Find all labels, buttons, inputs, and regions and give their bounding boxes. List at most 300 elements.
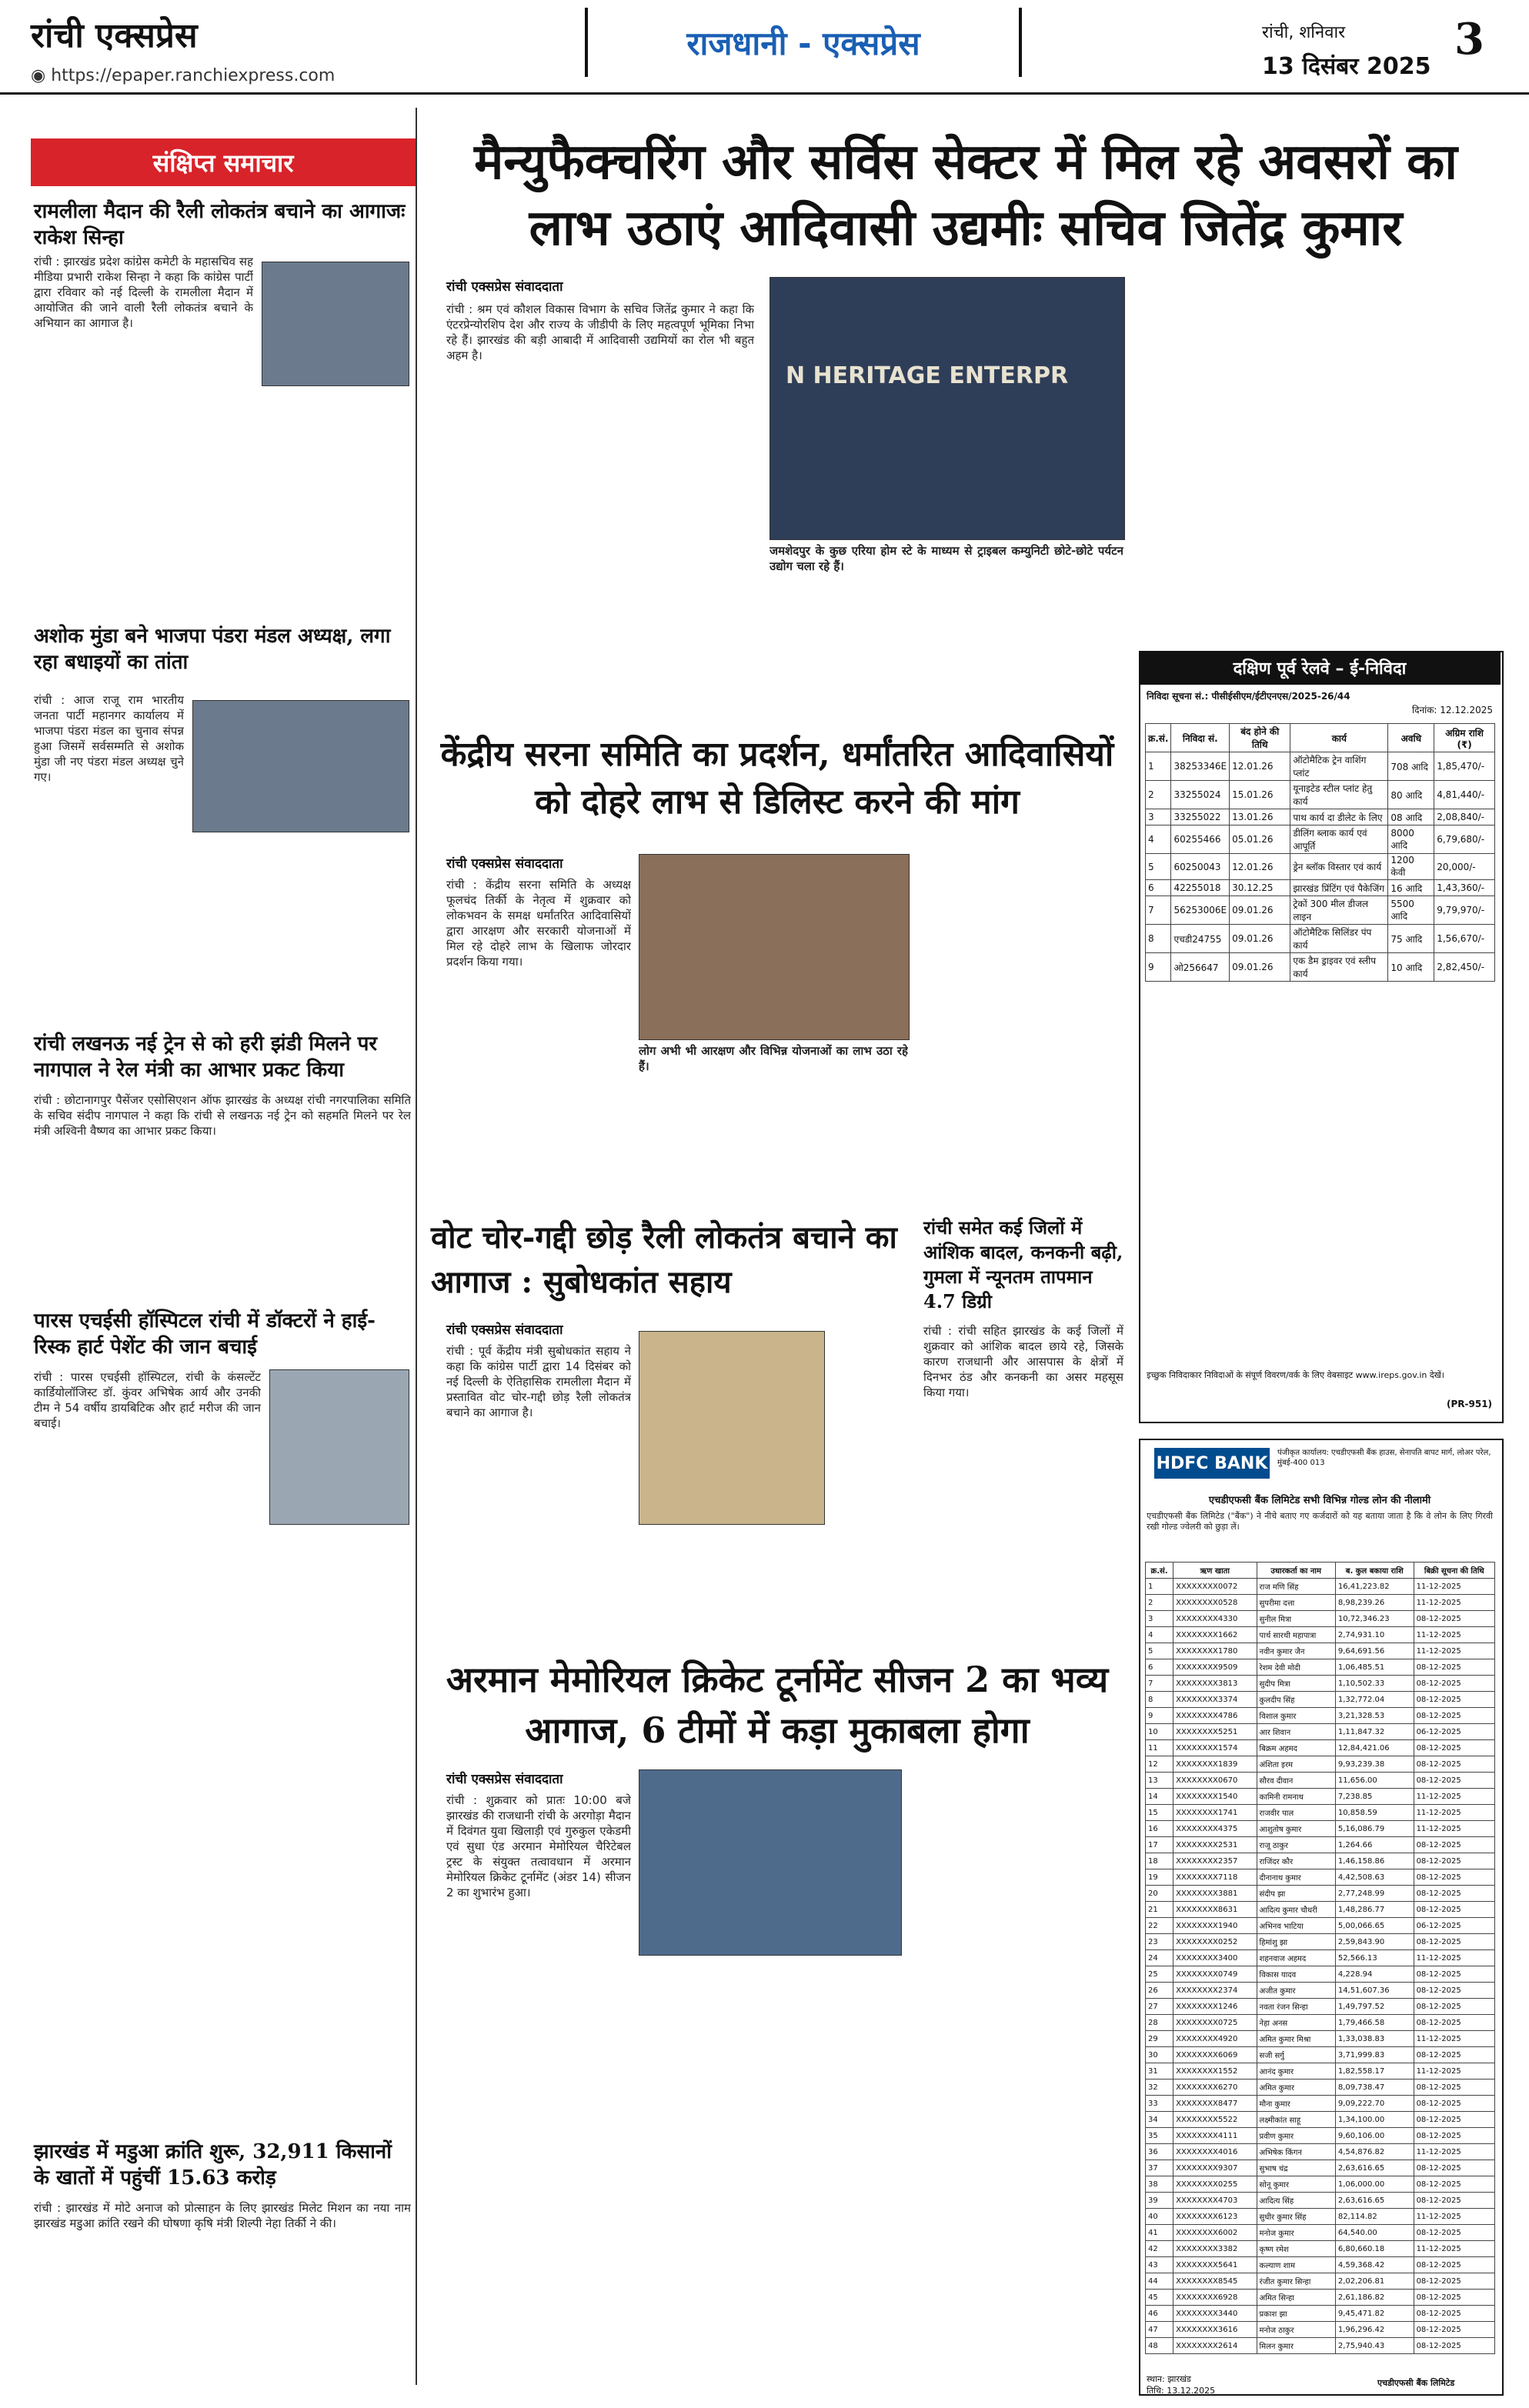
- hdfc-table-cell: सुधीर कुमार सिंह: [1257, 2209, 1335, 2225]
- cricket-body: रांची : शुक्रवार को प्रातः 10:00 बजे झारखंड की राजधानी रांची के अरगोड़ा मैदान में दिवंगत युवा खिलाड़ी एवं गुरुकुल एकेडमी एवं सुधा एंड अरमान मेमोरियल चैरिटेबल ट्रस्ट के संयुक्त तत्वावधान में अरमान मेमोरियल क्रिकेट टूर्नामेंट (अंडर 14) सीजन 2 का शुभारंभ हुआ।: [446, 1793, 631, 1899]
- hdfc-table-cell: 2,75,940.43: [1335, 2338, 1414, 2354]
- hdfc-table-cell: कल्याण शाम: [1257, 2257, 1335, 2273]
- hdfc-table-cell: XXXXXXXX4786: [1173, 1708, 1257, 1724]
- hdfc-table-cell: 9,09,222.70: [1335, 2096, 1414, 2112]
- hdfc-table-cell: 8,09,738.47: [1335, 2079, 1414, 2096]
- hdfc-table-cell: 1,06,000.00: [1335, 2176, 1414, 2193]
- hdfc-address: पंजीकृत कार्यालय: एचडीएफसी बैंक हाउस, सेनापति बापट मार्ग, लोअर परेल, मुंबई-400 013: [1277, 1449, 1491, 1467]
- hdfc-table-cell: 43: [1146, 2257, 1173, 2273]
- hdfc-table-cell: XXXXXXXX6002: [1173, 2225, 1257, 2241]
- hdfc-table-cell: कृष्ण रमेश: [1257, 2241, 1335, 2257]
- brief-story-2-title: अशोक मुंडा बने भाजपा पंडरा मंडल अध्यक्ष, लगा रहा बधाइयों का तांता: [34, 625, 391, 674]
- epaper-url-text: https://epaper.ranchiexpress.com: [51, 66, 336, 85]
- hdfc-table-cell: XXXXXXXX5251: [1173, 1724, 1257, 1740]
- hdfc-table-cell: 08-12-2025: [1414, 1902, 1494, 1918]
- hdfc-table-cell: XXXXXXXX2374: [1173, 1983, 1257, 1999]
- hdfc-table-cell: 08-12-2025: [1414, 2338, 1494, 2354]
- hdfc-table-cell: 1,11,847.32: [1335, 1724, 1414, 1740]
- hdfc-table-cell: 1,34,100.00: [1335, 2112, 1414, 2128]
- hdfc-table-cell: 11-12-2025: [1414, 1627, 1494, 1643]
- hdfc-table-cell: बिक्रम अहमद: [1257, 1740, 1335, 1756]
- hdfc-table-cell: राजवीर पाल: [1257, 1805, 1335, 1821]
- tender-table-row: [1146, 953, 1495, 982]
- hdfc-table-header-cell: ऋण खाता: [1173, 1563, 1257, 1579]
- hdfc-table-cell: नवीन कुमार जैन: [1257, 1643, 1335, 1659]
- hdfc-table-cell: राज मणि सिंह: [1257, 1579, 1335, 1595]
- hdfc-table-cell: XXXXXXXX2357: [1173, 1853, 1257, 1869]
- hdfc-table-cell: 14,51,607.36: [1335, 1983, 1414, 1999]
- hdfc-table-cell: 16: [1146, 1821, 1173, 1837]
- weather-headline: रांची समेत कई जिलों में आंशिक बादल, कनकनी बढ़ी, गुमला में न्यूनतम तापमान 4.7 डिग्री: [923, 1216, 1123, 1312]
- hdfc-table-cell: सौरव दीवान: [1257, 1773, 1335, 1789]
- hdfc-table-cell: अमित कुमार मिश्रा: [1257, 2031, 1335, 2047]
- hdfc-table-row: [1146, 2193, 1495, 2209]
- hdfc-table-cell: 4: [1146, 1627, 1173, 1643]
- hdfc-table-cell: 33: [1146, 2096, 1173, 2112]
- hdfc-table-row: [1146, 1692, 1495, 1708]
- hdfc-table-cell: 13: [1146, 1773, 1173, 1789]
- hdfc-table-cell: 08-12-2025: [1414, 2322, 1494, 2338]
- tender-table-cell: 2,08,840/-: [1434, 809, 1495, 825]
- tender-table-cell: 1: [1146, 752, 1171, 781]
- hdfc-table-cell: मौना कुमार: [1257, 2096, 1335, 2112]
- section-title: राजधानी - एक्सप्रेस: [585, 8, 1022, 77]
- lead-body: रांची : श्रम एवं कौशल विकास विभाग के सचिव जितेंद्र कुमार ने कहा कि एंटरप्रेन्योरशिप देश और राज्य के जीडीपी के लिए महत्वपूर्ण भूमिका निभा रहे हैं। झारखंड की बड़ी आबादी में आदिवासी उद्यमियों का रोल भी बहुत अहम है।: [446, 302, 754, 362]
- hdfc-table-cell: XXXXXXXX6069: [1173, 2047, 1257, 2063]
- hdfc-table-cell: 34: [1146, 2112, 1173, 2128]
- vote-photo: [639, 1331, 825, 1525]
- hdfc-table-cell: 08-12-2025: [1414, 1966, 1494, 1983]
- cricket-photo: [639, 1769, 902, 1956]
- brief-story-1-body: रांची : झारखंड प्रदेश कांग्रेस कमेटी के महासचिव सह मीडिया प्रभारी राकेश सिन्हा ने कहा कि कांग्रेस पार्टी द्वारा रविवार को नई दिल्ली के रामलीला मैदान में आयोजित की जाने वाली रैली लोकतंत्र बचाने के अभियान का आगाज है।: [34, 255, 253, 330]
- hdfc-table-cell: अमित कुमार: [1257, 2079, 1335, 2096]
- hdfc-table-cell: 82,114.82: [1335, 2209, 1414, 2225]
- hdfc-table-cell: XXXXXXXX7118: [1173, 1869, 1257, 1886]
- hdfc-table-cell: 11-12-2025: [1414, 2209, 1494, 2225]
- hdfc-table-row: [1146, 2112, 1495, 2128]
- tender-table-cell: 08 आदि: [1388, 809, 1434, 825]
- hdfc-table-cell: 2,63,616.65: [1335, 2160, 1414, 2176]
- hdfc-table: [1145, 1562, 1495, 2354]
- hdfc-table-cell: संदीप झा: [1257, 1886, 1335, 1902]
- sarna-body: रांची : केंद्रीय सरना समिति के अध्यक्ष फूलचंद तिर्की के नेतृत्व में शुक्रवार को लोकभवन के समक्ष धर्मांतरित आदिवासियों द्वारा आरक्षण और सरकारी योजनाओं में मिल रहे दोहरे लाभ के खिलाफ जोरदार प्रदर्शन किया गया।: [446, 878, 631, 969]
- lead-headline: मैन्युफैक्चरिंग और सर्विस सेक्टर में मिल रहे अवसरों का लाभ उठाएं आदिवासी उद्यमीः सचिव जितेंद्र कुमार: [474, 133, 1457, 257]
- hdfc-table-cell: मनोज ठाकुर: [1257, 2322, 1335, 2338]
- hdfc-table-cell: 2,63,616.65: [1335, 2193, 1414, 2209]
- hdfc-table-cell: 21: [1146, 1902, 1173, 1918]
- tender-table-cell: 5: [1146, 854, 1171, 880]
- hdfc-table-cell: 20: [1146, 1886, 1173, 1902]
- hdfc-table-cell: विकास यादव: [1257, 1966, 1335, 1983]
- hdfc-table-row: [1146, 2241, 1495, 2257]
- hdfc-table-cell: XXXXXXXX0252: [1173, 1934, 1257, 1950]
- hdfc-table-row: [1146, 1821, 1495, 1837]
- hdfc-table-cell: 08-12-2025: [1414, 2257, 1494, 2273]
- tender-table-cell: 1200 केवी: [1388, 854, 1434, 880]
- tender-table-cell: 75 आदि: [1388, 925, 1434, 953]
- hdfc-table-row: [1146, 2225, 1495, 2241]
- hdfc-table-cell: 11-12-2025: [1414, 1789, 1494, 1805]
- hdfc-table-cell: 32: [1146, 2079, 1173, 2096]
- hdfc-table-cell: 10,72,346.23: [1335, 1611, 1414, 1627]
- brief-story-4-photo: [269, 1369, 409, 1525]
- hdfc-table-cell: 37: [1146, 2160, 1173, 2176]
- tender-table-cell: 6: [1146, 880, 1171, 896]
- hdfc-table-cell: 4,228.94: [1335, 1966, 1414, 1983]
- hdfc-table-cell: XXXXXXXX6270: [1173, 2079, 1257, 2096]
- hdfc-table-cell: शहनवाज अहमद: [1257, 1950, 1335, 1966]
- hdfc-table-header-cell: ब. कुल बकाया राशि: [1335, 1563, 1414, 1579]
- hdfc-table-cell: XXXXXXXX1839: [1173, 1756, 1257, 1773]
- tender-footer: इच्छुक निविदाकार निविदाओं के संपूर्ण विवरण/वर्क के लिए वेबसाइट www.ireps.gov.in देखें।: [1147, 1370, 1444, 1380]
- sarna-photo-caption: लोग अभी भी आरक्षण और विभिन्न योजनाओं का लाभ उठा रहे हैं।: [639, 1044, 908, 1073]
- hdfc-table-cell: 39: [1146, 2193, 1173, 2209]
- hdfc-table-cell: XXXXXXXX2614: [1173, 2338, 1257, 2354]
- hdfc-table-cell: 2,02,206.81: [1335, 2273, 1414, 2290]
- hdfc-table-cell: 08-12-2025: [1414, 2160, 1494, 2176]
- hdfc-table-row: [1146, 1627, 1495, 1643]
- hdfc-table-cell: 08-12-2025: [1414, 2290, 1494, 2306]
- hdfc-table-header: [1146, 1563, 1495, 1579]
- hdfc-table-cell: 12,84,421.06: [1335, 1740, 1414, 1756]
- hdfc-table-cell: 06-12-2025: [1414, 1724, 1494, 1740]
- hdfc-table-row: [1146, 2079, 1495, 2096]
- hdfc-table-cell: प्रकाश झा: [1257, 2306, 1335, 2322]
- hdfc-table-cell: प्रवीण कुमार: [1257, 2128, 1335, 2144]
- hdfc-table-cell: 9,45,471.82: [1335, 2306, 1414, 2322]
- vote-headline: वोट चोर-गद्दी छोड़ रैली लोकतंत्र बचाने का आगाज : सुबोधकांत सहाय: [431, 1219, 897, 1300]
- hdfc-table-row: [1146, 1837, 1495, 1853]
- hdfc-table-row: [1146, 1886, 1495, 1902]
- hdfc-table-row: [1146, 2031, 1495, 2047]
- hdfc-table-cell: XXXXXXXX1741: [1173, 1805, 1257, 1821]
- hdfc-table-cell: 3: [1146, 1611, 1173, 1627]
- hdfc-table-cell: 1,82,558.17: [1335, 2063, 1414, 2079]
- tender-table-cell: 1,43,360/-: [1434, 880, 1495, 896]
- hdfc-table-cell: 1: [1146, 1579, 1173, 1595]
- hdfc-table-cell: 1,49,797.52: [1335, 1999, 1414, 2015]
- hdfc-table-cell: 35: [1146, 2128, 1173, 2144]
- hdfc-table-row: [1146, 2128, 1495, 2144]
- hdfc-table-cell: रेशम देवी मोदी: [1257, 1659, 1335, 1676]
- hdfc-table-cell: 28: [1146, 2015, 1173, 2031]
- hdfc-table-cell: XXXXXXXX9307: [1173, 2160, 1257, 2176]
- brief-story-4-title: पारस एचईसी हॉस्पिटल रांची में डॉक्टरों ने हाई-रिस्क हार्ट पेशेंट की जान बचाई: [34, 1309, 376, 1359]
- weather-body: रांची : रांची सहित झारखंड के कई जिलों में शुक्रवार को आंशिक बादल छाये रहे, जिसके कारण राजधानी और आसपास के क्षेत्रों में दिनभर ठंड और कनकनी का असर महसूस किया गया।: [923, 1324, 1123, 1399]
- hdfc-table-cell: 45: [1146, 2290, 1173, 2306]
- tender-table: [1145, 723, 1495, 982]
- tender-table-cell: 708 आदि: [1388, 752, 1434, 781]
- hdfc-table-cell: XXXXXXXX1246: [1173, 1999, 1257, 2015]
- hdfc-table-cell: XXXXXXXX3382: [1173, 2241, 1257, 2257]
- tender-title: दक्षिण पूर्व रेलवे – ई-निविदा: [1139, 651, 1501, 685]
- hdfc-table-cell: आदित्य कुमार चौधरी: [1257, 1902, 1335, 1918]
- hdfc-table-cell: 5,00,066.65: [1335, 1918, 1414, 1934]
- tender-notice-no: निविदा सूचना सं.: पीसीईसीएम/ईटीएनएस/2025-26/44: [1147, 691, 1350, 702]
- hdfc-table-cell: 1,33,038.83: [1335, 2031, 1414, 2047]
- tender-table-header-cell: कार्य: [1290, 724, 1388, 752]
- hdfc-table-cell: 08-12-2025: [1414, 1886, 1494, 1902]
- tender-table-cell: पाथ कार्य दा डीलेट के लिए: [1290, 809, 1388, 825]
- hdfc-table-cell: 2,77,248.99: [1335, 1886, 1414, 1902]
- hdfc-table-cell: 1,06,485.51: [1335, 1659, 1414, 1676]
- hdfc-table-row: [1146, 1902, 1495, 1918]
- hdfc-table-cell: आर शिवान: [1257, 1724, 1335, 1740]
- hdfc-table-cell: XXXXXXXX1940: [1173, 1918, 1257, 1934]
- hdfc-table-cell: XXXXXXXX4703: [1173, 2193, 1257, 2209]
- tender-table-header-cell: क्र.सं.: [1146, 724, 1171, 752]
- hdfc-table-cell: 42: [1146, 2241, 1173, 2257]
- hdfc-table-cell: 10: [1146, 1724, 1173, 1740]
- hdfc-date: तिथि: 13.12.2025: [1147, 2386, 1216, 2396]
- hdfc-table-cell: 30: [1146, 2047, 1173, 2063]
- tender-table-cell: 20,000/-: [1434, 854, 1495, 880]
- tender-table-cell: 09.01.26: [1230, 925, 1290, 953]
- hdfc-table-cell: 7,238.85: [1335, 1789, 1414, 1805]
- hdfc-table-cell: XXXXXXXX2531: [1173, 1837, 1257, 1853]
- tender-table-cell: 1,56,670/-: [1434, 925, 1495, 953]
- hdfc-table-row: [1146, 1950, 1495, 1966]
- hdfc-table-cell: 11-12-2025: [1414, 1579, 1494, 1595]
- hdfc-table-cell: 15: [1146, 1805, 1173, 1821]
- hdfc-table-cell: 48: [1146, 2338, 1173, 2354]
- newspaper-logo: रांची एक्सप्रेस: [31, 16, 198, 55]
- tender-table-cell: एचडी24755: [1171, 925, 1230, 953]
- hdfc-table-cell: 1,264.66: [1335, 1837, 1414, 1853]
- hdfc-table-cell: XXXXXXXX4330: [1173, 1611, 1257, 1627]
- lead-photo-banner: N HERITAGE ENTERPR: [786, 362, 1069, 389]
- hdfc-table-cell: 11-12-2025: [1414, 2031, 1494, 2047]
- hdfc-table-cell: कुलदीप सिंह: [1257, 1692, 1335, 1708]
- tender-table-cell: ऑटोमैटिक ट्रेन वाशिंग प्लांट: [1290, 752, 1388, 781]
- tender-table-header-cell: निविदा सं.: [1171, 724, 1230, 752]
- hdfc-table-cell: 08-12-2025: [1414, 1869, 1494, 1886]
- lead-photo-caption: जमशेदपुर के कुछ एरिया होम स्टे के माध्यम से ट्राइबल कम्युनिटी छोटे-छोटे पर्यटन उद्योग चला रहे हैं।: [770, 544, 1123, 573]
- hdfc-table-row: [1146, 2322, 1495, 2338]
- hdfc-table-cell: 08-12-2025: [1414, 1756, 1494, 1773]
- hdfc-table-cell: पार्थ सारथी महापात्रा: [1257, 1627, 1335, 1643]
- tender-table-cell: ऑटोमैटिक सिलिंडर पंप कार्य: [1290, 925, 1388, 953]
- hdfc-table-cell: 08-12-2025: [1414, 2176, 1494, 2193]
- tender-table-cell: 4: [1146, 825, 1171, 854]
- hdfc-table-cell: XXXXXXXX0670: [1173, 1773, 1257, 1789]
- hdfc-table-cell: 31: [1146, 2063, 1173, 2079]
- hdfc-table-cell: 08-12-2025: [1414, 1853, 1494, 1869]
- hdfc-table-cell: 08-12-2025: [1414, 2128, 1494, 2144]
- hdfc-table-row: [1146, 1708, 1495, 1724]
- hdfc-table-cell: 2,59,843.90: [1335, 1934, 1414, 1950]
- hdfc-table-cell: 8,98,239.26: [1335, 1595, 1414, 1611]
- hdfc-table-cell: मनोज कुमार: [1257, 2225, 1335, 2241]
- hdfc-table-row: [1146, 1579, 1495, 1595]
- hdfc-table-cell: अजीत कुमार: [1257, 1983, 1335, 1999]
- hdfc-table-row: [1146, 1853, 1495, 1869]
- tender-table-cell: 1,85,470/-: [1434, 752, 1495, 781]
- hdfc-table-cell: XXXXXXXX4920: [1173, 2031, 1257, 2047]
- hdfc-table-row: [1146, 1934, 1495, 1950]
- hdfc-table-cell: 06-12-2025: [1414, 1918, 1494, 1934]
- tender-table-row: [1146, 854, 1495, 880]
- hdfc-table-cell: 11-12-2025: [1414, 1643, 1494, 1659]
- tender-table-cell: 38253346E: [1171, 752, 1230, 781]
- hdfc-table-cell: 1,32,772.04: [1335, 1692, 1414, 1708]
- hdfc-table-row: [1146, 1676, 1495, 1692]
- tender-table-cell: 13.01.26: [1230, 809, 1290, 825]
- hdfc-table-cell: XXXXXXXX3440: [1173, 2306, 1257, 2322]
- hdfc-table-cell: कामिनी रामनाथ: [1257, 1789, 1335, 1805]
- hdfc-table-cell: 40: [1146, 2209, 1173, 2225]
- hdfc-table-row: [1146, 1789, 1495, 1805]
- hdfc-table-cell: 64,540.00: [1335, 2225, 1414, 2241]
- hdfc-table-cell: नवता रंजन सिन्हा: [1257, 1999, 1335, 2015]
- hdfc-table-cell: 7: [1146, 1676, 1173, 1692]
- hdfc-table-cell: 08-12-2025: [1414, 1934, 1494, 1950]
- tender-table-wrap: [1145, 723, 1495, 982]
- hdfc-table-cell: 18: [1146, 1853, 1173, 1869]
- hdfc-table-cell: राजू ठाकुर: [1257, 1837, 1335, 1853]
- hdfc-table-row: [1146, 2176, 1495, 2193]
- brief-story-2-body: रांची : आज राजू राम भारतीय जनता पार्टी महानगर कार्यालय में भाजपा पंडरा मंडल का चुनाव संपन्न हुआ जिसमें सर्वसम्मति से अशोक मुंडा जी नए पंडरा मंडल अध्यक्ष चुने गए।: [34, 693, 184, 784]
- tender-table-cell: 33255022: [1171, 809, 1230, 825]
- hdfc-table-cell: XXXXXXXX0749: [1173, 1966, 1257, 1983]
- hdfc-table-cell: 1,46,158.86: [1335, 1853, 1414, 1869]
- hdfc-table-row: [1146, 1611, 1495, 1627]
- tender-table-cell: 3: [1146, 809, 1171, 825]
- brief-story-1-photo: [262, 262, 409, 386]
- hdfc-table-row: [1146, 2338, 1495, 2354]
- hdfc-table-row: [1146, 2015, 1495, 2031]
- tender-table-cell: 05.01.26: [1230, 825, 1290, 854]
- globe-icon: ◉: [31, 66, 52, 85]
- tender-table-cell: 80 आदि: [1388, 781, 1434, 809]
- vote-byline: रांची एक्सप्रेस संवाददाता: [446, 1322, 563, 1338]
- sarna-byline: रांची एक्सप्रेस संवाददाता: [446, 856, 563, 872]
- hdfc-table-cell: अंशिता इरम: [1257, 1756, 1335, 1773]
- epaper-url[interactable]: [31, 66, 335, 85]
- hdfc-table-cell: XXXXXXXX3881: [1173, 1886, 1257, 1902]
- lead-byline: रांची एक्सप्रेस संवाददाता: [446, 279, 563, 295]
- hdfc-table-row: [1146, 1659, 1495, 1676]
- hdfc-table-row: [1146, 2063, 1495, 2079]
- tender-table-row: [1146, 752, 1495, 781]
- hdfc-table-row: [1146, 1805, 1495, 1821]
- hdfc-table-cell: नेहा अनस: [1257, 2015, 1335, 2031]
- tender-table-cell: 8: [1146, 925, 1171, 953]
- hdfc-table-cell: हिमांशु झा: [1257, 1934, 1335, 1950]
- hdfc-table-cell: सोनू कुमार: [1257, 2176, 1335, 2193]
- tender-table-cell: 16 आदि: [1388, 880, 1434, 896]
- tender-table-header-cell: अवधि: [1388, 724, 1434, 752]
- hdfc-table-row: [1146, 1773, 1495, 1789]
- hdfc-table-cell: आदित्य सिंह: [1257, 2193, 1335, 2209]
- tender-table-cell: 8000 आदि: [1388, 825, 1434, 854]
- tender-table-cell: 33255024: [1171, 781, 1230, 809]
- tender-table-cell: 2,82,450/-: [1434, 953, 1495, 982]
- hdfc-table-cell: 9,93,239.38: [1335, 1756, 1414, 1773]
- hdfc-table-row: [1146, 2209, 1495, 2225]
- tender-table-cell: 12.01.26: [1230, 752, 1290, 781]
- hdfc-table-cell: XXXXXXXX3374: [1173, 1692, 1257, 1708]
- hdfc-table-cell: 16,41,223.82: [1335, 1579, 1414, 1595]
- hdfc-place: स्थान: झारखंड: [1147, 2374, 1191, 2384]
- hdfc-table-cell: 14: [1146, 1789, 1173, 1805]
- hdfc-table-cell: 12: [1146, 1756, 1173, 1773]
- hdfc-table-cell: 9,64,691.56: [1335, 1643, 1414, 1659]
- hdfc-table-row: [1146, 1869, 1495, 1886]
- hdfc-table-cell: 08-12-2025: [1414, 2273, 1494, 2290]
- hdfc-table-cell: 6: [1146, 1659, 1173, 1676]
- tender-table-row: [1146, 809, 1495, 825]
- hdfc-table-row: [1146, 1756, 1495, 1773]
- hdfc-table-row: [1146, 1999, 1495, 2015]
- tender-table-row: [1146, 781, 1495, 809]
- hdfc-table-cell: XXXXXXXX1574: [1173, 1740, 1257, 1756]
- cricket-headline: अरमान मेमोरियल क्रिकेट टूर्नामेंट सीजन 2 का भव्य आगाज, 6 टीमों में कड़ा मुकाबला होगा: [446, 1659, 1109, 1751]
- hdfc-table-cell: 2,74,931.10: [1335, 1627, 1414, 1643]
- hdfc-table-cell: रंजीत कुमार सिन्हा: [1257, 2273, 1335, 2290]
- tender-table-cell: 09.01.26: [1230, 896, 1290, 925]
- hdfc-table-cell: 6,80,660.18: [1335, 2241, 1414, 2257]
- hdfc-table-cell: 08-12-2025: [1414, 2015, 1494, 2031]
- tender-table-row: [1146, 896, 1495, 925]
- hdfc-table-header-cell: क्र.सं.: [1146, 1563, 1173, 1579]
- hdfc-table-cell: 11,656.00: [1335, 1773, 1414, 1789]
- tender-table-cell: 9: [1146, 953, 1171, 982]
- hdfc-table-cell: 3,71,999.83: [1335, 2047, 1414, 2063]
- tender-table-cell: डीलिंग ब्लाक कार्य एवं आपूर्ति: [1290, 825, 1388, 854]
- tender-table-header: [1146, 724, 1495, 752]
- hdfc-table-cell: 4,59,368.42: [1335, 2257, 1414, 2273]
- tender-table-cell: 6,79,680/-: [1434, 825, 1495, 854]
- tender-table-cell: 30.12.25: [1230, 880, 1290, 896]
- hdfc-table-cell: अभिनव भाटिया: [1257, 1918, 1335, 1934]
- hdfc-table-row: [1146, 2306, 1495, 2322]
- hdfc-table-cell: 24: [1146, 1950, 1173, 1966]
- tender-table-cell: 60250043: [1171, 854, 1230, 880]
- hdfc-table-cell: सुदीप मित्रा: [1257, 1676, 1335, 1692]
- hdfc-table-cell: 23: [1146, 1934, 1173, 1950]
- tender-table-cell: 56253006E: [1171, 896, 1230, 925]
- hdfc-table-cell: 08-12-2025: [1414, 2079, 1494, 2096]
- hdfc-table-cell: XXXXXXXX1540: [1173, 1789, 1257, 1805]
- vote-body: रांची : पूर्व केंद्रीय मंत्री सुबोधकांत सहाय ने कहा कि कांग्रेस पार्टी द्वारा 14 दिसंबर को नई दिल्ली के ऐतिहासिक रामलीला मैदान में प्रस्तावित वोट चोर-गद्दी छोड़ रैली लोकतंत्र बचाने का आगाज है।: [446, 1344, 631, 1419]
- tender-date: दिनांक: 12.12.2025: [1411, 705, 1493, 715]
- page-number: 3: [1454, 14, 1484, 65]
- hdfc-table-cell: विशाल कुमार: [1257, 1708, 1335, 1724]
- hdfc-table-row: [1146, 1724, 1495, 1740]
- hdfc-table-cell: 11-12-2025: [1414, 1950, 1494, 1966]
- hdfc-table-cell: 47: [1146, 2322, 1173, 2338]
- hdfc-table-cell: 9: [1146, 1708, 1173, 1724]
- hdfc-table-cell: 17: [1146, 1837, 1173, 1853]
- hdfc-table-cell: 38: [1146, 2176, 1173, 2193]
- hdfc-table-cell: लक्ष्मीकांत साहू: [1257, 2112, 1335, 2128]
- hdfc-table-cell: 08-12-2025: [1414, 1676, 1494, 1692]
- hdfc-table-cell: सुभाष चंद्र: [1257, 2160, 1335, 2176]
- hdfc-table-cell: XXXXXXXX1780: [1173, 1643, 1257, 1659]
- hdfc-table-cell: 08-12-2025: [1414, 2225, 1494, 2241]
- brief-story-4-body: रांची : पारस एचईसी हॉस्पिटल, रांची के कंसल्टेंट कार्डियोलॉजिस्ट डॉ. कुंवर अभिषेक आर्य और उनकी टीम ने 54 वर्षीय डायबिटिक और हार्ट मरीज की जान बचाई।: [34, 1370, 261, 1430]
- hdfc-table-cell: XXXXXXXX3400: [1173, 1950, 1257, 1966]
- tender-table-cell: यूनाइटेड स्टील प्लांट हेतु कार्य: [1290, 781, 1388, 809]
- issue-date: 13 दिसंबर 2025: [1262, 53, 1431, 80]
- hdfc-table-cell: 10,858.59: [1335, 1805, 1414, 1821]
- hdfc-table-cell: 9,60,106.00: [1335, 2128, 1414, 2144]
- hdfc-table-cell: XXXXXXXX4375: [1173, 1821, 1257, 1837]
- hdfc-table-cell: 08-12-2025: [1414, 2047, 1494, 2063]
- hdfc-table-cell: 2,61,186.82: [1335, 2290, 1414, 2306]
- hdfc-table-row: [1146, 2160, 1495, 2176]
